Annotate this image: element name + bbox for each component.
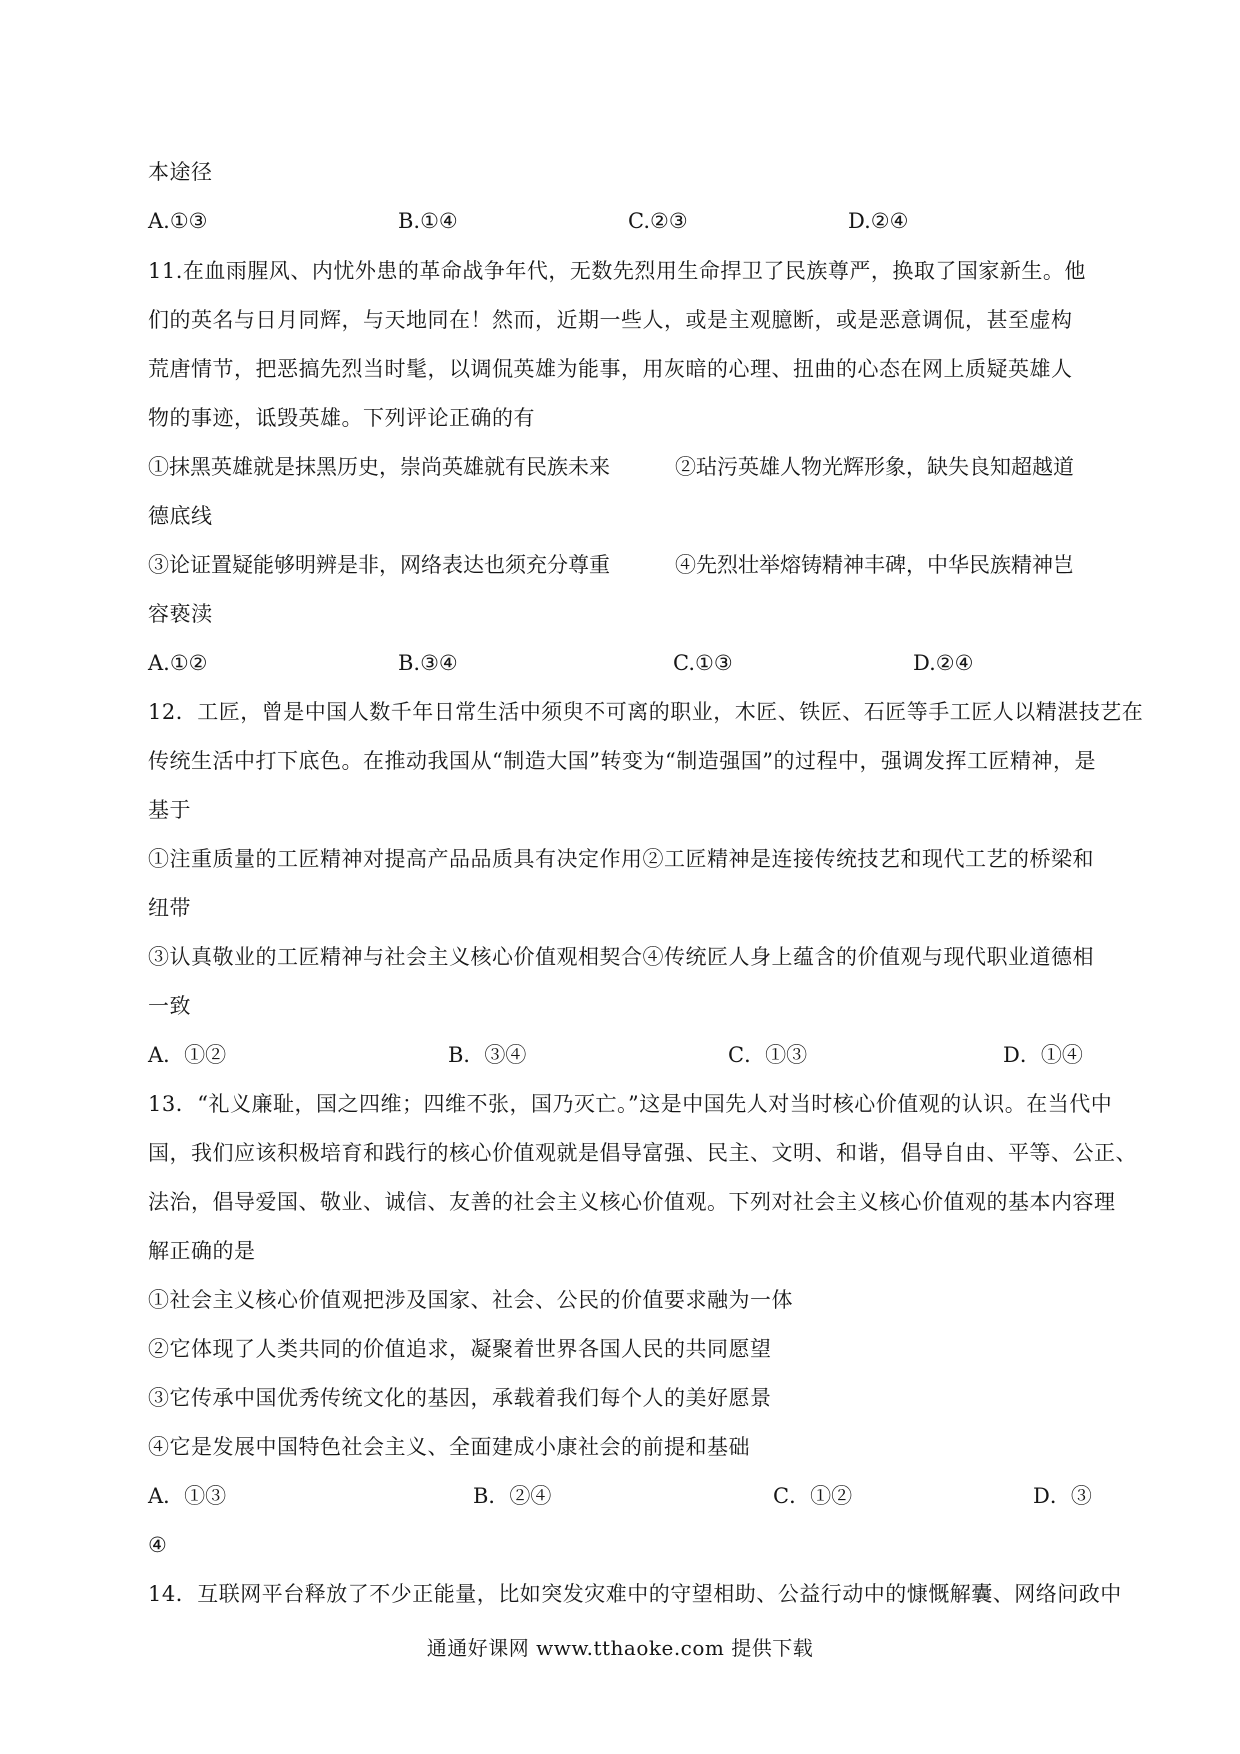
q12-option-b: B．③④ <box>448 1043 527 1067</box>
q11-statement-4: ④先烈壮举熔铸精神丰碑，中华民族精神岂 <box>675 553 1074 577</box>
q13-option-a: A．①③ <box>148 1484 227 1508</box>
q12-line: ③认真敬业的工匠精神与社会主义核心价值观相契合④传统匠人身上蕴含的价值观与现代职业道德相 <box>148 945 1094 969</box>
q10-option-d: D.②④ <box>848 209 909 233</box>
q13-statement: ②它体现了人类共同的价值追求，凝聚着世界各国人民的共同愿望 <box>148 1337 772 1361</box>
q11-line: 物的事迹，诋毁英雄。下列评论正确的有 <box>148 406 535 430</box>
q11-statement-3: ③论证置疑能够明辨是非，网络表达也须充分尊重 <box>148 553 610 577</box>
q12-line: ①注重质量的工匠精神对提高产品品质具有决定作用②工匠精神是连接传统技艺和现代工艺的桥梁和 <box>148 847 1094 871</box>
q13-option-c: C．①② <box>773 1484 853 1508</box>
q12-line: 12．工匠，曾是中国人数千年日常生活中须臾不可离的职业，木匠、铁匠、石匠等手工匠人以精湛技艺在 <box>148 700 1144 724</box>
q13-option-d-wrap: ④ <box>148 1533 168 1557</box>
q11-line: 们的英名与日月同辉，与天地同在！然而，近期一些人，或是主观臆断，或是恶意调侃，甚至虚构 <box>148 308 1073 332</box>
q13-line: 解正确的是 <box>148 1239 256 1263</box>
q13-line: 国，我们应该积极培育和践行的核心价值观就是倡导富强、民主、文明、和谐，倡导自由、平等、公正、 <box>148 1141 1137 1165</box>
q11-line: 11.在血雨腥风、内忧外患的革命战争年代，无数先烈用生命捍卫了民族尊严，换取了国家新生。他 <box>148 259 1086 283</box>
q11-statement-1: ①抹黑英雄就是抹黑历史，崇尚英雄就有民族未来 <box>148 455 610 479</box>
q11-option-a: A.①② <box>148 651 208 675</box>
q11-line: 荒唐情节，把恶搞先烈当时髦，以调侃英雄为能事，用灰暗的心理、扭曲的心态在网上质疑英雄人 <box>148 357 1073 381</box>
q13-statement: ①社会主义核心价值观把涉及国家、社会、公民的价值要求融为一体 <box>148 1288 793 1312</box>
q11-statement-2: ②玷污英雄人物光辉形象，缺失良知超越道 <box>675 455 1074 479</box>
q12-line: 传统生活中打下底色。在推动我国从“制造大国”转变为“制造强国”的过程中，强调发挥工匠精神，是 <box>148 749 1096 773</box>
q13-line: 13．“礼义廉耻，国之四维；四维不张，国乃灭亡。”这是中国先人对当时核心价值观的认识。在当代中 <box>148 1092 1113 1116</box>
q13-option-d: D．③ <box>1033 1484 1092 1508</box>
q11-option-d: D.②④ <box>913 651 974 675</box>
q11-option-c: C.①③ <box>673 651 733 675</box>
q11-statement-2-cont: 德底线 <box>148 504 213 528</box>
q12-option-c: C．①③ <box>728 1043 808 1067</box>
q12-line: 基于 <box>148 798 191 822</box>
q13-statement: ④它是发展中国特色社会主义、全面建成小康社会的前提和基础 <box>148 1435 750 1459</box>
q12-line: 纽带 <box>148 896 191 920</box>
q12-line: 一致 <box>148 994 191 1018</box>
page-footer: 通通好课网 www.tthaoke.com 提供下载 <box>426 1636 814 1660</box>
q14-line: 14．互联网平台释放了不少正能量，比如突发灾难中的守望相助、公益行动中的慷慨解囊、网络问政中 <box>148 1582 1122 1606</box>
q13-line: 法治，倡导爱国、敬业、诚信、友善的社会主义核心价值观。下列对社会主义核心价值观的基本内容理 <box>148 1190 1116 1214</box>
q13-option-b: B．②④ <box>473 1484 552 1508</box>
q10-option-b: B.①④ <box>398 209 458 233</box>
q12-option-d: D．①④ <box>1003 1043 1083 1067</box>
q11-option-b: B.③④ <box>398 651 458 675</box>
q13-statement: ③它传承中国优秀传统文化的基因，承载着我们每个人的美好愿景 <box>148 1386 772 1410</box>
q12-option-a: A．①② <box>148 1043 227 1067</box>
q11-statement-4-cont: 容亵渎 <box>148 602 213 626</box>
q10-option-a: A.①③ <box>148 209 208 233</box>
q10-option-c: C.②③ <box>628 209 688 233</box>
carry-over-text: 本途径 <box>148 160 213 184</box>
